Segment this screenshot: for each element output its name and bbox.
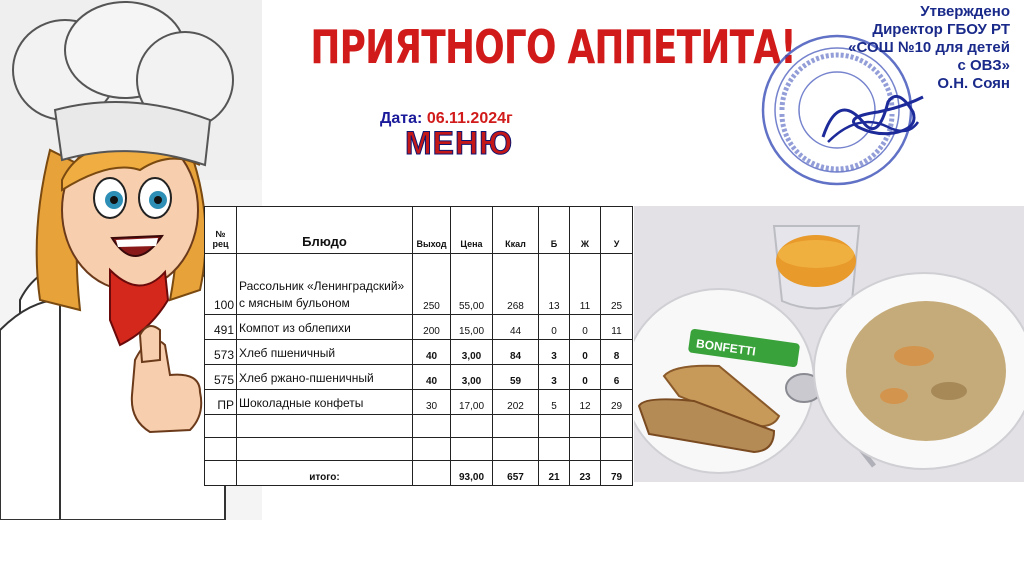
table-row — [205, 365, 633, 390]
cell-code: 491 — [205, 315, 237, 340]
cell-zh: 0 — [570, 365, 601, 390]
cell-b: 5 — [539, 390, 570, 415]
date-label: Дата: — [380, 110, 423, 127]
cell-kcal: 84 — [493, 340, 539, 365]
cell-output: 40 — [413, 365, 451, 390]
approval-line: «СОШ №10 для детей — [848, 39, 1010, 56]
header-output: Выход — [413, 207, 451, 254]
cell-output: 200 — [413, 315, 451, 340]
cell-output: 250 — [413, 254, 451, 315]
cell-price: 55,00 — [451, 254, 493, 315]
cell-output: 40 — [413, 340, 451, 365]
cell-code: 575 — [205, 365, 237, 390]
cell-dish: Компот из облепихи — [237, 315, 413, 340]
cell-zh: 12 — [570, 390, 601, 415]
cell-price: 3,00 — [451, 365, 493, 390]
cell-b: 0 — [539, 315, 570, 340]
table-header-row — [205, 207, 633, 254]
cell-zh: 0 — [570, 340, 601, 365]
total-zh: 23 — [570, 461, 601, 486]
cell-dish: Рассольник «Ленинградский» с мясным бульоном — [237, 254, 413, 315]
header-price: Цена — [451, 207, 493, 254]
cell-kcal: 202 — [493, 390, 539, 415]
menu-title: МЕНЮ — [405, 125, 514, 161]
cell-kcal: 44 — [493, 315, 539, 340]
header-kcal: Ккал — [493, 207, 539, 254]
cell-code: ПР — [205, 390, 237, 415]
approval-block — [848, 3, 1010, 93]
header-b: Б — [539, 207, 570, 254]
food-photo — [634, 206, 1024, 482]
cell-dish: Хлеб пшеничный — [237, 340, 413, 365]
header-zh: Ж — [570, 207, 601, 254]
table-row — [205, 390, 633, 415]
cell-price: 3,00 — [451, 340, 493, 365]
cell-code: 573 — [205, 340, 237, 365]
date-value: 06.11.2024г — [426, 110, 513, 127]
candy-wrapper-text: BONFETTI — [695, 336, 757, 359]
approval-line: Директор ГБОУ РТ — [872, 21, 1010, 38]
table-row-empty — [205, 438, 633, 461]
cell-u: 8 — [601, 340, 633, 365]
total-u: 79 — [601, 461, 633, 486]
meal-photo-icon — [634, 206, 1024, 482]
cell-u: 29 — [601, 390, 633, 415]
cell-dish: Хлеб ржано-пшеничный — [237, 365, 413, 390]
table-row — [205, 254, 633, 315]
approval-line: Утверждено — [920, 3, 1010, 20]
cell-kcal: 59 — [493, 365, 539, 390]
approval-line: с ОВЗ» — [957, 57, 1010, 74]
cell-dish: Шоколадные конфеты — [237, 390, 413, 415]
cell-kcal: 268 — [493, 254, 539, 315]
total-label: итого: — [237, 461, 413, 486]
cell-code: 100 — [205, 254, 237, 315]
menu-table — [204, 206, 633, 486]
cell-u: 6 — [601, 365, 633, 390]
cell-u: 11 — [601, 315, 633, 340]
approval-line: О.Н. Соян — [937, 75, 1010, 92]
cell-b: 13 — [539, 254, 570, 315]
cell-output: 30 — [413, 390, 451, 415]
total-kcal: 657 — [493, 461, 539, 486]
cell-b: 3 — [539, 365, 570, 390]
cell-price: 15,00 — [451, 315, 493, 340]
cell-zh: 11 — [570, 254, 601, 315]
table-row — [205, 340, 633, 365]
header-dish: Блюдо — [237, 207, 413, 254]
total-b: 21 — [539, 461, 570, 486]
headline-title: ПРИЯТНОГО АППЕТИТА! — [310, 20, 796, 74]
table-row-empty — [205, 415, 633, 438]
cell-b: 3 — [539, 340, 570, 365]
header-u: У — [601, 207, 633, 254]
cell-zh: 0 — [570, 315, 601, 340]
cell-price: 17,00 — [451, 390, 493, 415]
header-code: № рец — [205, 207, 237, 254]
table-row — [205, 315, 633, 340]
cell-u: 25 — [601, 254, 633, 315]
total-price: 93,00 — [451, 461, 493, 486]
table-total-row — [205, 461, 633, 486]
